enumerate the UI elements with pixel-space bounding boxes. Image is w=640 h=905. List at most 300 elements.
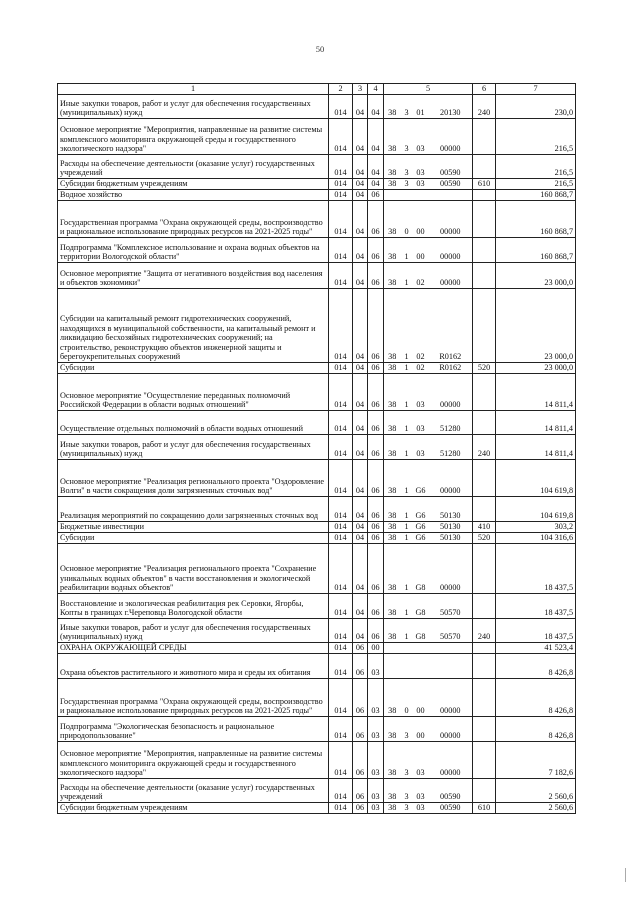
table-row [58, 374, 576, 411]
section-code: 06 [353, 643, 368, 654]
expense-type-code [473, 411, 496, 435]
section-code: 04 [353, 544, 368, 594]
subprogram-code: 3 [401, 179, 413, 190]
section-code: 04 [353, 263, 368, 289]
amount: 216,5 [496, 119, 576, 155]
subsection-code: 04 [368, 179, 384, 190]
amount: 104 619,8 [496, 460, 576, 497]
amount: 8 426,8 [496, 679, 576, 717]
expense-type-code [473, 643, 496, 654]
section-code: 04 [353, 201, 368, 238]
row-name: Реализация мероприятий по сокращению доли загрязненных сточных вод [58, 497, 329, 522]
expense-direction-code: 50130 [429, 497, 473, 522]
program-code: 38 [384, 544, 401, 594]
subprogram-code [401, 654, 413, 679]
amount: 2 560,6 [496, 803, 576, 814]
program-code [384, 654, 401, 679]
expense-direction-code: 50130 [429, 522, 473, 533]
section-code: 04 [353, 155, 368, 179]
table-row [58, 190, 576, 201]
row-name: Иные закупки товаров, работ и услуг для обеспечения государственных (муниципальных) нужд [58, 619, 329, 643]
activity-code: 00 [413, 238, 429, 263]
expense-type-code [473, 779, 496, 803]
section-code: 06 [353, 742, 368, 779]
activity-code: G6 [413, 497, 429, 522]
expense-type-code [473, 544, 496, 594]
table-row [58, 594, 576, 619]
activity-code: 02 [413, 363, 429, 374]
expense-type-code [473, 594, 496, 619]
subprogram-code [401, 190, 413, 201]
amount: 23 000,0 [496, 263, 576, 289]
activity-code: 00 [413, 679, 429, 717]
subsection-code: 03 [368, 717, 384, 742]
activity-code: 03 [413, 779, 429, 803]
subprogram-code: 1 [401, 411, 413, 435]
row-name: Субсидии бюджетным учреждениям [58, 803, 329, 814]
expense-direction-code: 00000 [429, 119, 473, 155]
row-name: Основное мероприятие "Мероприятия, направленные на развитие системы комплексного мониторинга окружающей среды и государственного экологического надзора" [58, 119, 329, 155]
activity-code: G8 [413, 594, 429, 619]
expense-direction-code: 00590 [429, 779, 473, 803]
row-name: Государственная программа "Охрана окружающей среды, воспроизводство и рациональное использование природных ресурсов на 2021-2025 годы" [58, 679, 329, 717]
subsection-code: 04 [368, 95, 384, 119]
section-code: 04 [353, 619, 368, 643]
table-row [58, 460, 576, 497]
activity-code: 01 [413, 95, 429, 119]
row-name: Государственная программа "Охрана окружающей среды, воспроизводство и рациональное использование природных ресурсов на 2021-2025 годы" [58, 201, 329, 238]
activity-code: 03 [413, 179, 429, 190]
expense-direction-code: 51280 [429, 435, 473, 460]
table-row [58, 803, 576, 814]
admin-code: 014 [329, 533, 353, 544]
expense-direction-code: 51280 [429, 411, 473, 435]
table-row [58, 779, 576, 803]
activity-code: 03 [413, 803, 429, 814]
program-code: 38 [384, 594, 401, 619]
admin-code: 014 [329, 435, 353, 460]
amount: 23 000,0 [496, 363, 576, 374]
admin-code: 014 [329, 679, 353, 717]
page-number: 50 [315, 44, 325, 54]
table-row [58, 522, 576, 533]
expense-type-code [473, 374, 496, 411]
row-name: Бюджетные инвестиции [58, 522, 329, 533]
section-code: 04 [353, 179, 368, 190]
row-name: Основное мероприятие "Мероприятия, направленные на развитие системы комплексного мониторинга окружающей среды и государственного экологического надзора" [58, 742, 329, 779]
scan-edge-mark [625, 868, 626, 882]
expense-type-code: 520 [473, 363, 496, 374]
subprogram-code: 1 [401, 544, 413, 594]
admin-code: 014 [329, 619, 353, 643]
subprogram-code: 1 [401, 522, 413, 533]
amount: 18 437,5 [496, 594, 576, 619]
program-code: 38 [384, 411, 401, 435]
expense-direction-code: 00000 [429, 460, 473, 497]
admin-code: 014 [329, 742, 353, 779]
amount: 230,0 [496, 95, 576, 119]
activity-code: G8 [413, 619, 429, 643]
section-code: 04 [353, 119, 368, 155]
subsection-code: 06 [368, 544, 384, 594]
subsection-code: 03 [368, 803, 384, 814]
subsection-code: 06 [368, 497, 384, 522]
activity-code: G8 [413, 544, 429, 594]
row-name: Субсидии на капитальный ремонт гидротехнических сооружений, находящихся в муниципальной собственности, на капитальный ремонт и ликвидацию бесхозяйных гидротехнических сооружений; на строительство, реконструкцию объектов инженерной защиты и берегоукрепительных сооружений [58, 289, 329, 363]
table-row [58, 95, 576, 119]
expense-type-code [473, 190, 496, 201]
expense-type-code [473, 460, 496, 497]
table-row [58, 742, 576, 779]
program-code: 38 [384, 533, 401, 544]
subsection-code: 06 [368, 435, 384, 460]
admin-code: 014 [329, 119, 353, 155]
amount: 14 811,4 [496, 435, 576, 460]
subsection-code: 06 [368, 619, 384, 643]
expense-direction-code: 50570 [429, 619, 473, 643]
table-row [58, 533, 576, 544]
row-name: Расходы на обеспечение деятельности (оказание услуг) государственных учреждений [58, 155, 329, 179]
row-name: Субсидии [58, 363, 329, 374]
section-code: 04 [353, 363, 368, 374]
row-name: Расходы на обеспечение деятельности (оказание услуг) государственных учреждений [58, 779, 329, 803]
subprogram-code: 3 [401, 717, 413, 742]
subsection-code: 03 [368, 679, 384, 717]
subsection-code: 00 [368, 643, 384, 654]
subprogram-code: 1 [401, 289, 413, 363]
program-code: 38 [384, 119, 401, 155]
section-code: 04 [353, 497, 368, 522]
table-row [58, 717, 576, 742]
subsection-code: 06 [368, 533, 384, 544]
subprogram-code: 3 [401, 95, 413, 119]
subprogram-code: 0 [401, 679, 413, 717]
activity-code [413, 643, 429, 654]
expense-direction-code: 00000 [429, 717, 473, 742]
section-code: 06 [353, 803, 368, 814]
program-code: 38 [384, 201, 401, 238]
header-col-3: 3 [353, 84, 368, 95]
activity-code: 02 [413, 289, 429, 363]
amount: 18 437,5 [496, 544, 576, 594]
admin-code: 014 [329, 717, 353, 742]
table-header-row [58, 84, 576, 95]
expense-type-code [473, 238, 496, 263]
expense-type-code [473, 717, 496, 742]
expense-type-code [473, 497, 496, 522]
table-row [58, 363, 576, 374]
program-code [384, 643, 401, 654]
amount: 104 316,6 [496, 533, 576, 544]
expense-type-code [473, 155, 496, 179]
header-col-7: 7 [496, 84, 576, 95]
expense-direction-code: 00000 [429, 679, 473, 717]
section-code: 04 [353, 190, 368, 201]
subprogram-code: 3 [401, 119, 413, 155]
subsection-code: 06 [368, 289, 384, 363]
expense-type-code [473, 679, 496, 717]
program-code: 38 [384, 435, 401, 460]
admin-code: 014 [329, 289, 353, 363]
admin-code: 014 [329, 190, 353, 201]
amount: 14 811,4 [496, 374, 576, 411]
row-name: Субсидии [58, 533, 329, 544]
expense-type-code [473, 263, 496, 289]
admin-code: 014 [329, 411, 353, 435]
program-code: 38 [384, 717, 401, 742]
subprogram-code: 1 [401, 533, 413, 544]
subsection-code: 04 [368, 155, 384, 179]
subsection-code: 06 [368, 374, 384, 411]
activity-code: G6 [413, 460, 429, 497]
activity-code: 03 [413, 411, 429, 435]
expense-type-code: 240 [473, 95, 496, 119]
expense-type-code [473, 201, 496, 238]
program-code: 38 [384, 803, 401, 814]
subprogram-code: 1 [401, 263, 413, 289]
section-code: 04 [353, 533, 368, 544]
subsection-code: 06 [368, 263, 384, 289]
subprogram-code: 3 [401, 779, 413, 803]
admin-code: 014 [329, 803, 353, 814]
admin-code: 014 [329, 263, 353, 289]
section-code: 04 [353, 238, 368, 263]
expense-direction-code: 00000 [429, 742, 473, 779]
expense-direction-code [429, 190, 473, 201]
header-col-4: 4 [368, 84, 384, 95]
subprogram-code: 1 [401, 619, 413, 643]
header-col-1: 1 [58, 84, 329, 95]
expense-direction-code: 00590 [429, 803, 473, 814]
amount: 8 426,8 [496, 654, 576, 679]
activity-code [413, 190, 429, 201]
admin-code: 014 [329, 544, 353, 594]
amount: 216,5 [496, 179, 576, 190]
expense-direction-code: R0162 [429, 363, 473, 374]
activity-code: 03 [413, 155, 429, 179]
activity-code [413, 654, 429, 679]
activity-code: 00 [413, 717, 429, 742]
table-row [58, 201, 576, 238]
section-code: 04 [353, 460, 368, 497]
admin-code: 014 [329, 594, 353, 619]
program-code: 38 [384, 742, 401, 779]
program-code: 38 [384, 497, 401, 522]
section-code: 06 [353, 679, 368, 717]
section-code: 04 [353, 594, 368, 619]
amount: 216,5 [496, 155, 576, 179]
activity-code: G6 [413, 533, 429, 544]
expense-direction-code: 00000 [429, 374, 473, 411]
budget-table [57, 83, 576, 814]
expense-direction-code: R0162 [429, 289, 473, 363]
expense-direction-code [429, 654, 473, 679]
table-row [58, 497, 576, 522]
subsection-code: 03 [368, 654, 384, 679]
subprogram-code: 1 [401, 460, 413, 497]
admin-code: 014 [329, 522, 353, 533]
table-row [58, 435, 576, 460]
table-row [58, 238, 576, 263]
subsection-code: 03 [368, 742, 384, 779]
admin-code: 014 [329, 238, 353, 263]
header-col-5: 5 [384, 84, 473, 95]
expense-type-code: 410 [473, 522, 496, 533]
amount: 14 811,4 [496, 411, 576, 435]
subsection-code: 06 [368, 238, 384, 263]
activity-code: 02 [413, 263, 429, 289]
activity-code: 03 [413, 119, 429, 155]
expense-direction-code: 00590 [429, 155, 473, 179]
amount: 104 619,8 [496, 497, 576, 522]
row-name: Водное хозяйство [58, 190, 329, 201]
admin-code: 014 [329, 654, 353, 679]
subprogram-code: 3 [401, 155, 413, 179]
section-code: 04 [353, 374, 368, 411]
expense-direction-code: 00000 [429, 544, 473, 594]
section-code: 06 [353, 779, 368, 803]
program-code: 38 [384, 238, 401, 263]
row-name: Подпрограмма "Экологическая безопасность и рациональное природопользование" [58, 717, 329, 742]
amount: 160 868,7 [496, 201, 576, 238]
program-code: 38 [384, 619, 401, 643]
row-name: Охрана объектов растительного и животного мира и среды их обитания [58, 654, 329, 679]
program-code: 38 [384, 460, 401, 497]
expense-direction-code: 50570 [429, 594, 473, 619]
table-row [58, 654, 576, 679]
expense-type-code: 610 [473, 179, 496, 190]
admin-code: 014 [329, 779, 353, 803]
subprogram-code: 0 [401, 201, 413, 238]
table-row [58, 643, 576, 654]
amount: 303,2 [496, 522, 576, 533]
expense-type-code [473, 119, 496, 155]
table-row [58, 619, 576, 643]
table-row [58, 289, 576, 363]
subprogram-code: 1 [401, 435, 413, 460]
expense-type-code [473, 742, 496, 779]
program-code: 38 [384, 779, 401, 803]
subprogram-code [401, 643, 413, 654]
amount: 18 437,5 [496, 619, 576, 643]
amount: 8 426,8 [496, 717, 576, 742]
admin-code: 014 [329, 155, 353, 179]
amount: 23 000,0 [496, 289, 576, 363]
admin-code: 014 [329, 643, 353, 654]
amount: 160 868,7 [496, 190, 576, 201]
subsection-code: 06 [368, 522, 384, 533]
expense-type-code: 240 [473, 619, 496, 643]
table-row [58, 119, 576, 155]
expense-type-code: 520 [473, 533, 496, 544]
program-code: 38 [384, 263, 401, 289]
expense-direction-code [429, 643, 473, 654]
activity-code: 03 [413, 742, 429, 779]
subprogram-code: 1 [401, 594, 413, 619]
table-row [58, 263, 576, 289]
subsection-code: 06 [368, 460, 384, 497]
admin-code: 014 [329, 95, 353, 119]
expense-direction-code: 50130 [429, 533, 473, 544]
activity-code: 03 [413, 374, 429, 411]
table-row [58, 411, 576, 435]
subprogram-code: 1 [401, 238, 413, 263]
expense-direction-code: 00590 [429, 179, 473, 190]
row-name: Основное мероприятие "Осуществление переданных полномочий Российской Федерации в области водных отношений" [58, 374, 329, 411]
row-name: Иные закупки товаров, работ и услуг для обеспечения государственных (муниципальных) нужд [58, 95, 329, 119]
row-name: ОХРАНА ОКРУЖАЮЩЕЙ СРЕДЫ [58, 643, 329, 654]
subsection-code: 06 [368, 363, 384, 374]
expense-direction-code: 00000 [429, 263, 473, 289]
subsection-code: 04 [368, 119, 384, 155]
subsection-code: 06 [368, 594, 384, 619]
program-code: 38 [384, 363, 401, 374]
subprogram-code: 1 [401, 497, 413, 522]
header-col-6: 6 [473, 84, 496, 95]
row-name: Основное мероприятие "Защита от негативного воздействия вод населения и объектов экономики" [58, 263, 329, 289]
expense-direction-code: 00000 [429, 201, 473, 238]
admin-code: 014 [329, 201, 353, 238]
expense-type-code: 610 [473, 803, 496, 814]
amount: 41 523,4 [496, 643, 576, 654]
subsection-code: 06 [368, 201, 384, 238]
amount: 7 182,6 [496, 742, 576, 779]
expense-direction-code: 20130 [429, 95, 473, 119]
section-code: 06 [353, 654, 368, 679]
program-code: 38 [384, 374, 401, 411]
table-row [58, 179, 576, 190]
section-code: 06 [353, 717, 368, 742]
subprogram-code: 3 [401, 803, 413, 814]
row-name: Иные закупки товаров, работ и услуг для обеспечения государственных (муниципальных) нужд [58, 435, 329, 460]
header-col-2: 2 [329, 84, 353, 95]
program-code: 38 [384, 679, 401, 717]
subsection-code: 06 [368, 411, 384, 435]
row-name: Основное мероприятие "Реализация регионального проекта "Оздоровление Волги" в части сокращения доли загрязненных сточных вод" [58, 460, 329, 497]
program-code: 38 [384, 522, 401, 533]
activity-code: 00 [413, 201, 429, 238]
table-row [58, 155, 576, 179]
row-name: Восстановление и экологическая реабилитация рек Серовки, Ягорбы, Копты в границах г.Череповца Вологодской области [58, 594, 329, 619]
subprogram-code: 1 [401, 374, 413, 411]
section-code: 04 [353, 522, 368, 533]
program-code: 38 [384, 155, 401, 179]
admin-code: 014 [329, 179, 353, 190]
table-row [58, 679, 576, 717]
admin-code: 014 [329, 460, 353, 497]
expense-type-code [473, 654, 496, 679]
admin-code: 014 [329, 374, 353, 411]
row-name: Подпрограмма "Комплексное использование и охрана водных объектов на территории Вологодской области" [58, 238, 329, 263]
row-name: Субсидии бюджетным учреждениям [58, 179, 329, 190]
row-name: Осуществление отдельных полномочий в области водных отношений [58, 411, 329, 435]
section-code: 04 [353, 411, 368, 435]
expense-direction-code: 00000 [429, 238, 473, 263]
section-code: 04 [353, 435, 368, 460]
program-code: 38 [384, 289, 401, 363]
subsection-code: 06 [368, 190, 384, 201]
expense-type-code: 240 [473, 435, 496, 460]
activity-code: G6 [413, 522, 429, 533]
program-code: 38 [384, 95, 401, 119]
admin-code: 014 [329, 363, 353, 374]
program-code [384, 190, 401, 201]
amount: 2 560,6 [496, 779, 576, 803]
section-code: 04 [353, 95, 368, 119]
section-code: 04 [353, 289, 368, 363]
row-name: Основное мероприятие "Реализация регионального проекта "Сохранение уникальных водных объектов" в части восстановления и экологической реабилитации водных объектов" [58, 544, 329, 594]
subprogram-code: 1 [401, 363, 413, 374]
